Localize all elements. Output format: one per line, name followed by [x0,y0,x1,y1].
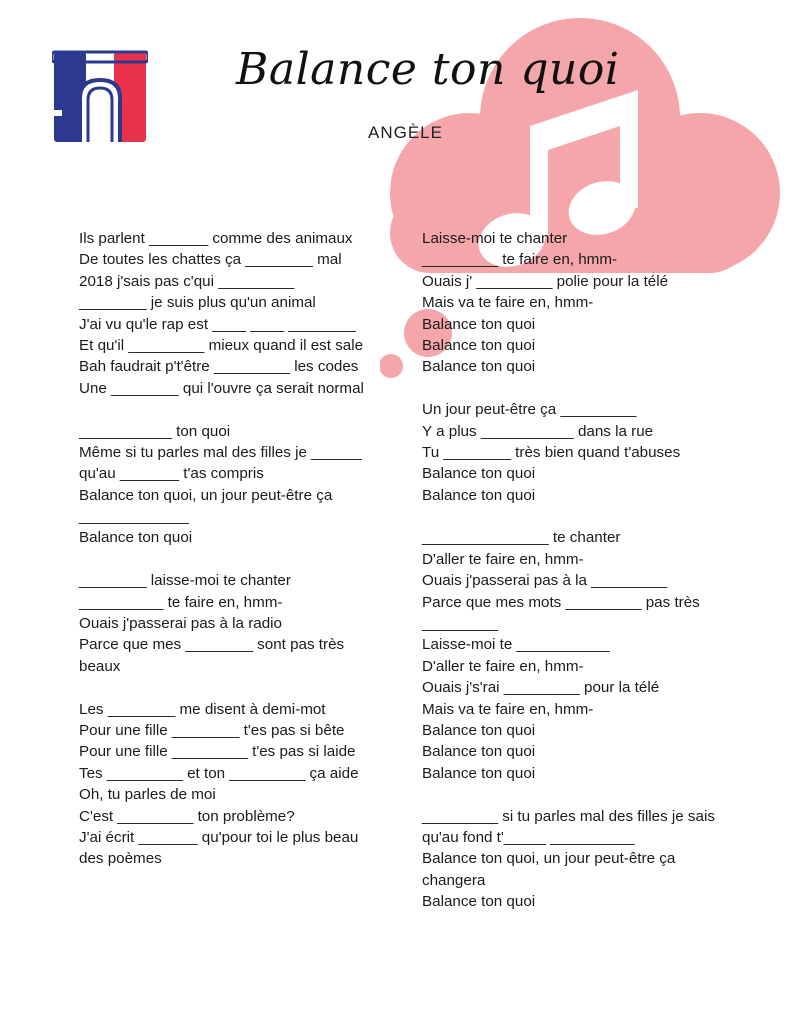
lyric-line: Un jour peut-être ça _________ [422,401,637,419]
lyric-line: Ouais j's'rai _________ pour la télé [422,679,660,697]
lyric-line: J'ai écrit _______ qu'pour toi le plus beau [79,828,359,846]
lyric-line: _________ te faire en, hmm- [422,251,618,269]
lyric-line: Balance ton quoi [422,336,536,354]
stanza-gap [79,549,389,570]
lyric-line: Tes _________ et ton _________ ça aide [79,764,359,782]
lyric-line: Même si tu parles mal des filles je ______ [79,443,362,461]
lyric-line: qu'au fond t'_____ __________ [422,828,635,846]
lyric-line: ________ laisse-moi te chanter [79,572,291,590]
lyric-line: Ouais j'passerai pas à la radio [79,615,282,633]
lyric-line: Ils parlent _______ comme des animaux [79,230,353,247]
stanza-gap [79,399,389,420]
lyric-line: Et qu'il _________ mieux quand il est sale [79,336,364,354]
lyric-line: Ouais j'passerai pas à la _________ [422,572,668,590]
stanza-gap [422,506,752,527]
lyric-line: Ouais j' _________ polie pour la télé [422,272,669,290]
lyric-line: _______________ te chanter [422,529,621,547]
lyric-line: Pour une fille _________ t'es pas si laide [79,743,356,761]
lyric-line: des poèmes [79,850,162,868]
lyric-line: Bah faudrait p't'être _________ les codes [79,358,359,376]
lyrics-column-left [79,228,389,870]
lyric-line: Balance ton quoi [422,465,536,483]
lyric-line: Balance ton quoi [422,315,536,333]
lyric-line: J'ai vu qu'le rap est ____ ____ ________ [79,315,356,333]
lyric-line: C'est _________ ton problème? [79,807,295,825]
lyric-line: Oh, tu parles de moi [79,786,216,804]
lyric-line: Parce que mes ________ sont pas très [79,636,345,654]
lyric-line: qu'au _______ t'as compris [79,465,264,483]
lyric-line: ________ je suis plus qu'un animal [79,294,316,312]
lyric-line: Balance ton quoi [79,529,193,547]
lyric-line: Balance ton quoi [422,743,536,761]
lyric-line: Mais va te faire en, hmm- [422,294,594,312]
lyric-line: Laisse-moi te chanter [422,230,568,247]
lyric-line: Tu ________ très bien quand t'abuses [422,443,681,461]
lyric-line: Balance ton quoi, un jour peut-être ça [79,486,333,504]
lyric-line: Balance ton quoi [422,893,536,911]
lyric-line: D'aller te faire en, hmm- [422,657,584,675]
lyric-line: Y a plus ___________ dans la rue [422,422,654,440]
lyric-line: 2018 j'sais pas c'qui _________ [79,272,295,290]
lyric-line: _________ si tu parles mal des filles je sais [422,807,715,825]
lyric-line: Une ________ qui l'ouvre ça serait normal [79,379,364,397]
lyric-line: Les ________ me disent à demi-mot [79,700,326,718]
lyric-line: Balance ton quoi [422,358,536,376]
french-arch-flag-icon [52,50,148,144]
lyric-line: _____________ [79,508,189,526]
lyric-line: Laisse-moi te ___________ [422,636,610,654]
lyric-line: D'aller te faire en, hmm- [422,550,584,568]
stanza-gap [422,784,752,805]
lyric-line: _________ [422,615,499,633]
lyric-line: Balance ton quoi, un jour peut-être ça [422,850,676,868]
stanza-gap [422,378,752,399]
stanza-gap [79,677,389,698]
lyric-line: changera [422,871,486,889]
lyric-line: Mais va te faire en, hmm- [422,700,594,718]
lyric-line: beaux [79,657,121,675]
lyric-line: Pour une fille ________ t'es pas si bête [79,721,345,739]
lyric-line: De toutes les chattes ça ________ mal [79,251,342,269]
lyrics-column-right [422,228,752,913]
artist-name: ANGÈLE [368,123,443,142]
lyric-line: Balance ton quoi [422,486,536,504]
page-title: Balance ton quoi [236,44,620,95]
lyric-line: __________ te faire en, hmm- [79,593,283,611]
lyric-line: Balance ton quoi [422,764,536,782]
lyric-line: ___________ ton quoi [79,422,231,440]
lyric-line: Parce que mes mots _________ pas très [422,593,700,611]
lyric-line: Balance ton quoi [422,721,536,739]
